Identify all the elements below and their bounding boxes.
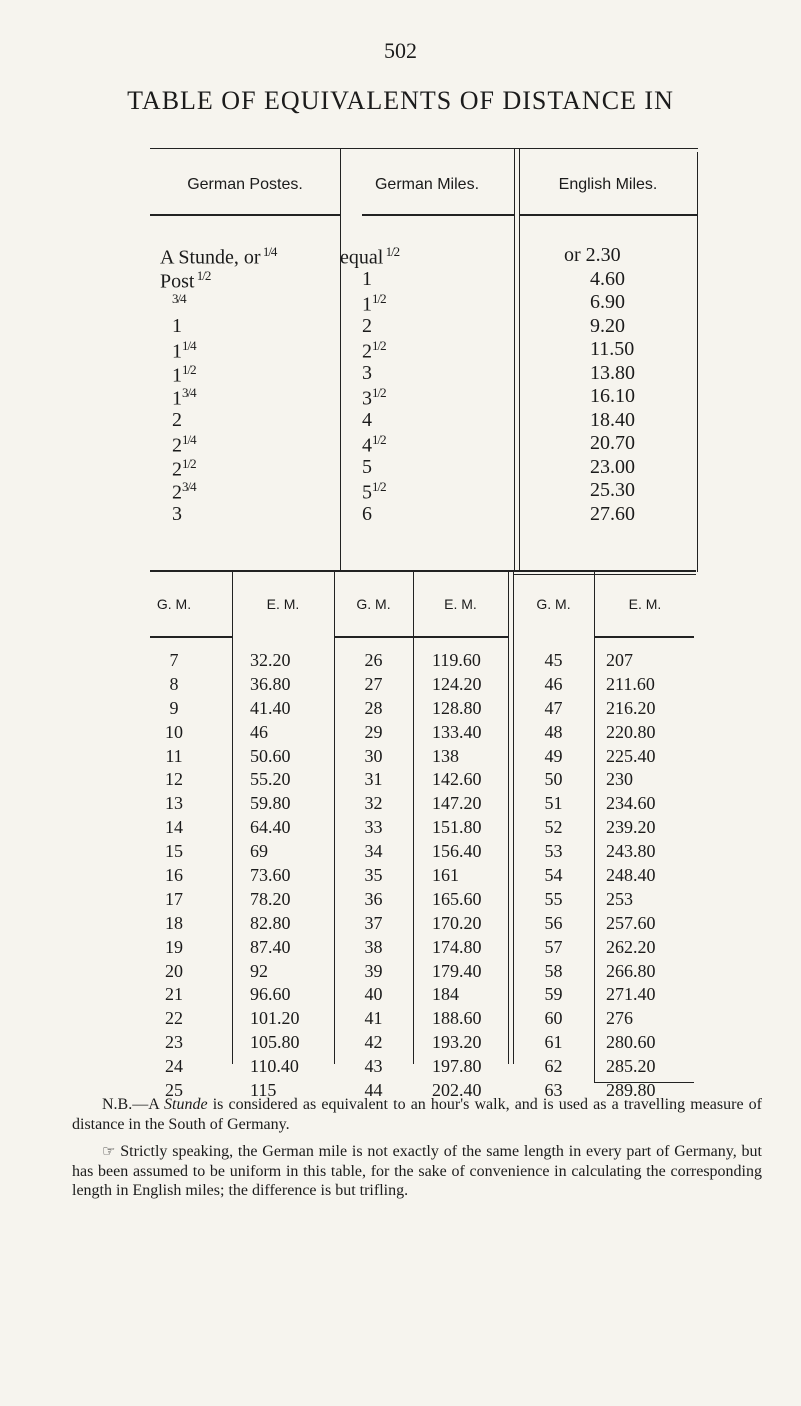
em-cell: 64.40 (250, 817, 291, 838)
note-term: Stunde (164, 1096, 208, 1113)
gm-cell: 35 (364, 865, 383, 886)
table-row (150, 698, 696, 722)
gm-cell: 57 (544, 936, 563, 957)
fraction: 3/4 (182, 479, 196, 494)
header-rule (413, 636, 508, 638)
postes-cell: Post $^{1/2}$ (160, 267, 211, 293)
gm-cell: 7 (169, 650, 179, 670)
bottom-equivalents-table (150, 570, 696, 1101)
table-row (150, 503, 698, 527)
gm-cell: 48 (544, 721, 563, 742)
em-cell: 119.60 (432, 650, 481, 670)
gm-cell: 15 (165, 841, 183, 862)
em-cell: 276 (606, 1008, 633, 1029)
table-row (150, 409, 698, 433)
fraction: 1/2 (372, 432, 386, 447)
em-cell: 92 (250, 960, 268, 981)
em-cell: 193.20 (432, 1032, 482, 1053)
fraction: 1/2 (383, 244, 400, 259)
gm-cell: 24 (165, 1056, 183, 1077)
table-row (150, 674, 696, 698)
table-row (150, 865, 696, 889)
gm-cell: 25 (165, 1080, 183, 1101)
stunde-note (72, 1095, 762, 1134)
em-cell: 243.80 (606, 841, 656, 862)
english-miles-cell: 13.80 (590, 361, 635, 384)
em-cell: 188.60 (432, 1008, 482, 1029)
table-row (150, 432, 698, 456)
gm-cell: 32 (364, 793, 383, 814)
em-cell: 69 (250, 841, 268, 862)
table-row (150, 268, 698, 292)
table-row (150, 650, 696, 674)
english-miles-cell: 18.40 (590, 408, 635, 431)
table-row (150, 315, 698, 339)
fraction: 1/2 (372, 338, 386, 353)
gm-cell: 51 (544, 793, 563, 814)
em-cell: 216.20 (606, 697, 656, 718)
german-miles-cell: 1 (362, 267, 372, 290)
em-cell: 110.40 (250, 1056, 299, 1077)
gm-cell: 53 (544, 841, 563, 862)
gm-cell: 58 (544, 960, 563, 981)
postes-cell: $1^{3/4}$ (172, 385, 196, 410)
em-cell: 36.80 (250, 673, 291, 694)
english-miles-cell: 25.30 (590, 479, 635, 501)
table-row (150, 913, 696, 937)
top-equivalents-table (150, 148, 698, 572)
em-cell: 220.80 (606, 721, 656, 742)
top-rule (150, 148, 698, 149)
gm-cell: 18 (165, 912, 183, 933)
gm-cell: 27 (364, 673, 383, 694)
em-cell: 230 (606, 769, 633, 790)
german-miles-cell: $5^{1/2}$ (362, 479, 386, 504)
table-row (150, 338, 698, 362)
gm-cell: 28 (364, 697, 383, 718)
gm-cell: 30 (364, 745, 383, 766)
strict-note-text: Strictly speaking, the German mile is not exactly of the same length in every part of Germany, but has been assumed to be uniform in this table, for the sake of convenience in calculating the corresponding length in English miles; the difference is but trifling. (72, 1143, 763, 1200)
gm-cell: 34 (364, 841, 383, 862)
gm-cell: 26 (364, 650, 383, 670)
em-cell: 271.40 (606, 984, 656, 1005)
em-cell: 239.20 (606, 817, 656, 838)
table-row (150, 817, 696, 841)
english-miles-cell: 6.90 (590, 291, 625, 313)
table-row (150, 1008, 696, 1032)
postes-cell: $2^{1/4}$ (172, 432, 196, 457)
header-rule (334, 636, 413, 638)
english-miles-cell: 20.70 (590, 432, 635, 454)
em-cell: 151.80 (432, 817, 482, 838)
em-cell: 174.80 (432, 936, 482, 957)
header-rule (150, 214, 340, 216)
german-miles-cell: $1^{1/2}$ (362, 291, 386, 316)
em-cell: 225.40 (606, 745, 656, 766)
gm-cell: 50 (544, 769, 563, 790)
em-cell: 73.60 (250, 865, 291, 886)
fraction: 1/4 (260, 244, 277, 259)
em-cell: 179.40 (432, 960, 482, 981)
em-cell: 142.60 (432, 769, 482, 790)
em-cell: 50.60 (250, 745, 291, 766)
gm-cell: 55 (544, 888, 563, 909)
header-em-2: E. M. (444, 596, 477, 612)
fraction: 1/4 (182, 432, 196, 447)
postes-cell: $1^{1/4}$ (172, 338, 196, 363)
em-cell: 234.60 (606, 793, 656, 814)
em-cell: 289.80 (606, 1080, 656, 1101)
header-german-miles: German Miles. (374, 176, 480, 193)
header-gm-3: G. M. (536, 596, 571, 612)
em-cell: 266.80 (606, 960, 656, 981)
english-miles-cell: or 2.30 (564, 244, 621, 266)
gm-cell: 47 (544, 697, 563, 718)
gm-cell: 20 (165, 960, 183, 981)
em-cell: 124.20 (432, 673, 482, 694)
em-cell: 184 (432, 984, 459, 1005)
gm-cell: 14 (165, 817, 183, 838)
table-row (150, 1056, 696, 1080)
table-row (150, 889, 696, 913)
gm-cell: 63 (544, 1080, 563, 1101)
gm-cell: 12 (165, 769, 183, 790)
table-row (150, 793, 696, 817)
gm-cell: 45 (544, 650, 563, 670)
gm-cell: 21 (165, 984, 183, 1005)
german-miles-cell: $2^{1/2}$ (362, 338, 386, 363)
bottom-table-body (150, 650, 696, 1104)
postes-cell: $1^{1/2}$ (172, 361, 196, 387)
gm-cell: 56 (544, 912, 563, 933)
gm-cell: 62 (544, 1056, 563, 1077)
table-row (150, 362, 698, 386)
postes-cell: 2 (172, 408, 182, 431)
em-cell: 32.20 (250, 650, 291, 670)
table-row (150, 841, 696, 865)
german-miles-cell: equal $^{1/2}$ (340, 244, 400, 269)
gm-cell: 38 (364, 936, 383, 957)
em-cell: 41.40 (250, 697, 291, 718)
table-row (150, 769, 696, 793)
table-row (150, 961, 696, 985)
gm-cell: 44 (364, 1080, 383, 1101)
gm-cell: 43 (364, 1056, 383, 1077)
fraction: 1/2 (372, 479, 386, 494)
gm-cell: 22 (165, 1008, 183, 1029)
header-rule (594, 636, 694, 638)
gm-cell: 61 (544, 1032, 563, 1053)
note-prefix: N.B.—A (102, 1096, 159, 1113)
table-row (150, 385, 698, 409)
german-miles-cell: 5 (362, 455, 372, 478)
em-cell: 138 (432, 745, 459, 766)
note-text: is considered as equivalent to an hour's walk, and is used as a travelling measure of distance in the South of Germany. (72, 1096, 763, 1133)
em-cell: 211.60 (606, 673, 655, 694)
table-row (150, 291, 698, 315)
em-cell: 96.60 (250, 984, 291, 1005)
german-miles-cell: 3 (362, 361, 372, 384)
em-cell: 280.60 (606, 1032, 656, 1053)
header-gm-2: G. M. (356, 596, 391, 612)
gm-cell: 9 (169, 697, 179, 718)
gm-cell: 52 (544, 817, 563, 838)
em-cell: 170.20 (432, 912, 482, 933)
header-english-miles: English Miles. (558, 176, 658, 193)
pointing-hand-icon: ☞ (102, 1144, 116, 1161)
em-cell: 262.20 (606, 936, 656, 957)
english-miles-cell: 23.00 (590, 455, 635, 478)
gm-cell: 49 (544, 745, 563, 766)
gm-cell: 13 (165, 793, 183, 814)
postes-cell (172, 291, 186, 317)
em-cell: 55.20 (250, 769, 291, 790)
header-rule (362, 214, 514, 216)
table-row (150, 984, 696, 1008)
english-miles-cell: 27.60 (590, 502, 635, 525)
table-row (150, 722, 696, 746)
table-row (150, 479, 698, 503)
postes-cell: 3 (172, 502, 182, 525)
table-row (150, 937, 696, 961)
em-cell: 46 (250, 721, 268, 742)
em-cell: 156.40 (432, 841, 482, 862)
gm-cell: 23 (165, 1032, 183, 1053)
em-cell: 253 (606, 888, 633, 909)
gm-cell: 31 (364, 769, 383, 790)
fraction: 3/4 (172, 291, 186, 306)
gm-cell: 19 (165, 936, 183, 957)
fraction: 1/2 (194, 267, 211, 283)
postes-cell: 1 (172, 314, 182, 337)
gm-cell: 39 (364, 960, 383, 981)
gm-cell: 11 (165, 745, 183, 766)
em-cell: 161 (432, 865, 459, 886)
header-german-postes: German Postes. (187, 176, 303, 193)
em-cell: 285.20 (606, 1056, 656, 1077)
em-cell: 133.40 (432, 721, 482, 742)
english-miles-cell: 16.10 (590, 385, 635, 407)
header-gm-1: G. M. (156, 596, 192, 612)
em-cell: 202.40 (432, 1080, 482, 1101)
em-cell: 115 (250, 1080, 277, 1101)
page-number: 502 (384, 38, 417, 63)
em-cell: 197.80 (432, 1056, 482, 1077)
fraction: 1/2 (182, 361, 196, 377)
postes-cell: $2^{1/2}$ (172, 455, 196, 481)
fraction: 1/2 (182, 455, 196, 471)
gm-cell: 41 (364, 1008, 383, 1029)
em-cell: 78.20 (250, 888, 291, 909)
gm-cell: 59 (544, 984, 563, 1005)
table-row (150, 1032, 696, 1056)
german-miles-cell: $4^{1/2}$ (362, 432, 386, 457)
em-cell: 147.20 (432, 793, 482, 814)
em-cell: 87.40 (250, 936, 291, 957)
page-title: TABLE OF EQUIVALENTS OF DISTANCE IN (127, 86, 674, 115)
top-table-body (150, 244, 698, 526)
gm-cell: 16 (165, 865, 183, 886)
gm-cell: 54 (544, 865, 563, 886)
gm-cell: 42 (364, 1032, 383, 1053)
german-miles-cell: 4 (362, 408, 372, 431)
gm-cell: 40 (364, 984, 383, 1005)
em-cell: 207 (606, 650, 633, 670)
em-cell: 257.60 (606, 912, 656, 933)
fraction: 3/4 (182, 385, 196, 400)
footnotes (72, 1095, 762, 1209)
em-cell: 59.80 (250, 793, 291, 814)
german-miles-cell: $3^{1/2}$ (362, 385, 386, 410)
english-miles-cell: 9.20 (590, 314, 625, 337)
gm-cell: 17 (165, 888, 183, 909)
gm-cell: 33 (364, 817, 383, 838)
german-miles-cell: 2 (362, 314, 372, 337)
german-miles-cell: 6 (362, 502, 372, 525)
header-rule (519, 214, 697, 216)
gm-cell: 36 (364, 888, 383, 909)
fraction: 1/2 (372, 291, 386, 306)
gm-cell: 29 (364, 721, 383, 742)
header-em-3: E. M. (628, 596, 662, 612)
em-cell: 165.60 (432, 888, 482, 909)
postes-cell: $2^{3/4}$ (172, 479, 196, 504)
gm-cell: 10 (165, 721, 183, 742)
table-row (150, 456, 698, 480)
em-cell: 248.40 (606, 865, 656, 886)
em-cell: 105.80 (250, 1032, 300, 1053)
table-row (150, 746, 696, 770)
em-cell: 101.20 (250, 1008, 300, 1029)
german-mile-note (72, 1142, 762, 1201)
english-miles-cell: 11.50 (590, 338, 635, 360)
gm-cell: 46 (544, 673, 563, 694)
gm-cell: 60 (544, 1008, 563, 1029)
fraction: 1/2 (372, 385, 386, 400)
fraction: 1/4 (182, 338, 196, 353)
english-miles-cell: 4.60 (590, 267, 625, 290)
top-rule (514, 574, 696, 575)
postes-cell: A Stunde, or $^{1/4}$ (160, 244, 277, 269)
em-cell: 128.80 (432, 697, 482, 718)
header-em-1: E. M. (266, 596, 300, 612)
gm-cell: 37 (364, 912, 383, 933)
table-row (150, 244, 698, 268)
header-rule (150, 636, 232, 638)
gm-cell: 8 (169, 673, 179, 694)
em-cell: 82.80 (250, 912, 291, 933)
